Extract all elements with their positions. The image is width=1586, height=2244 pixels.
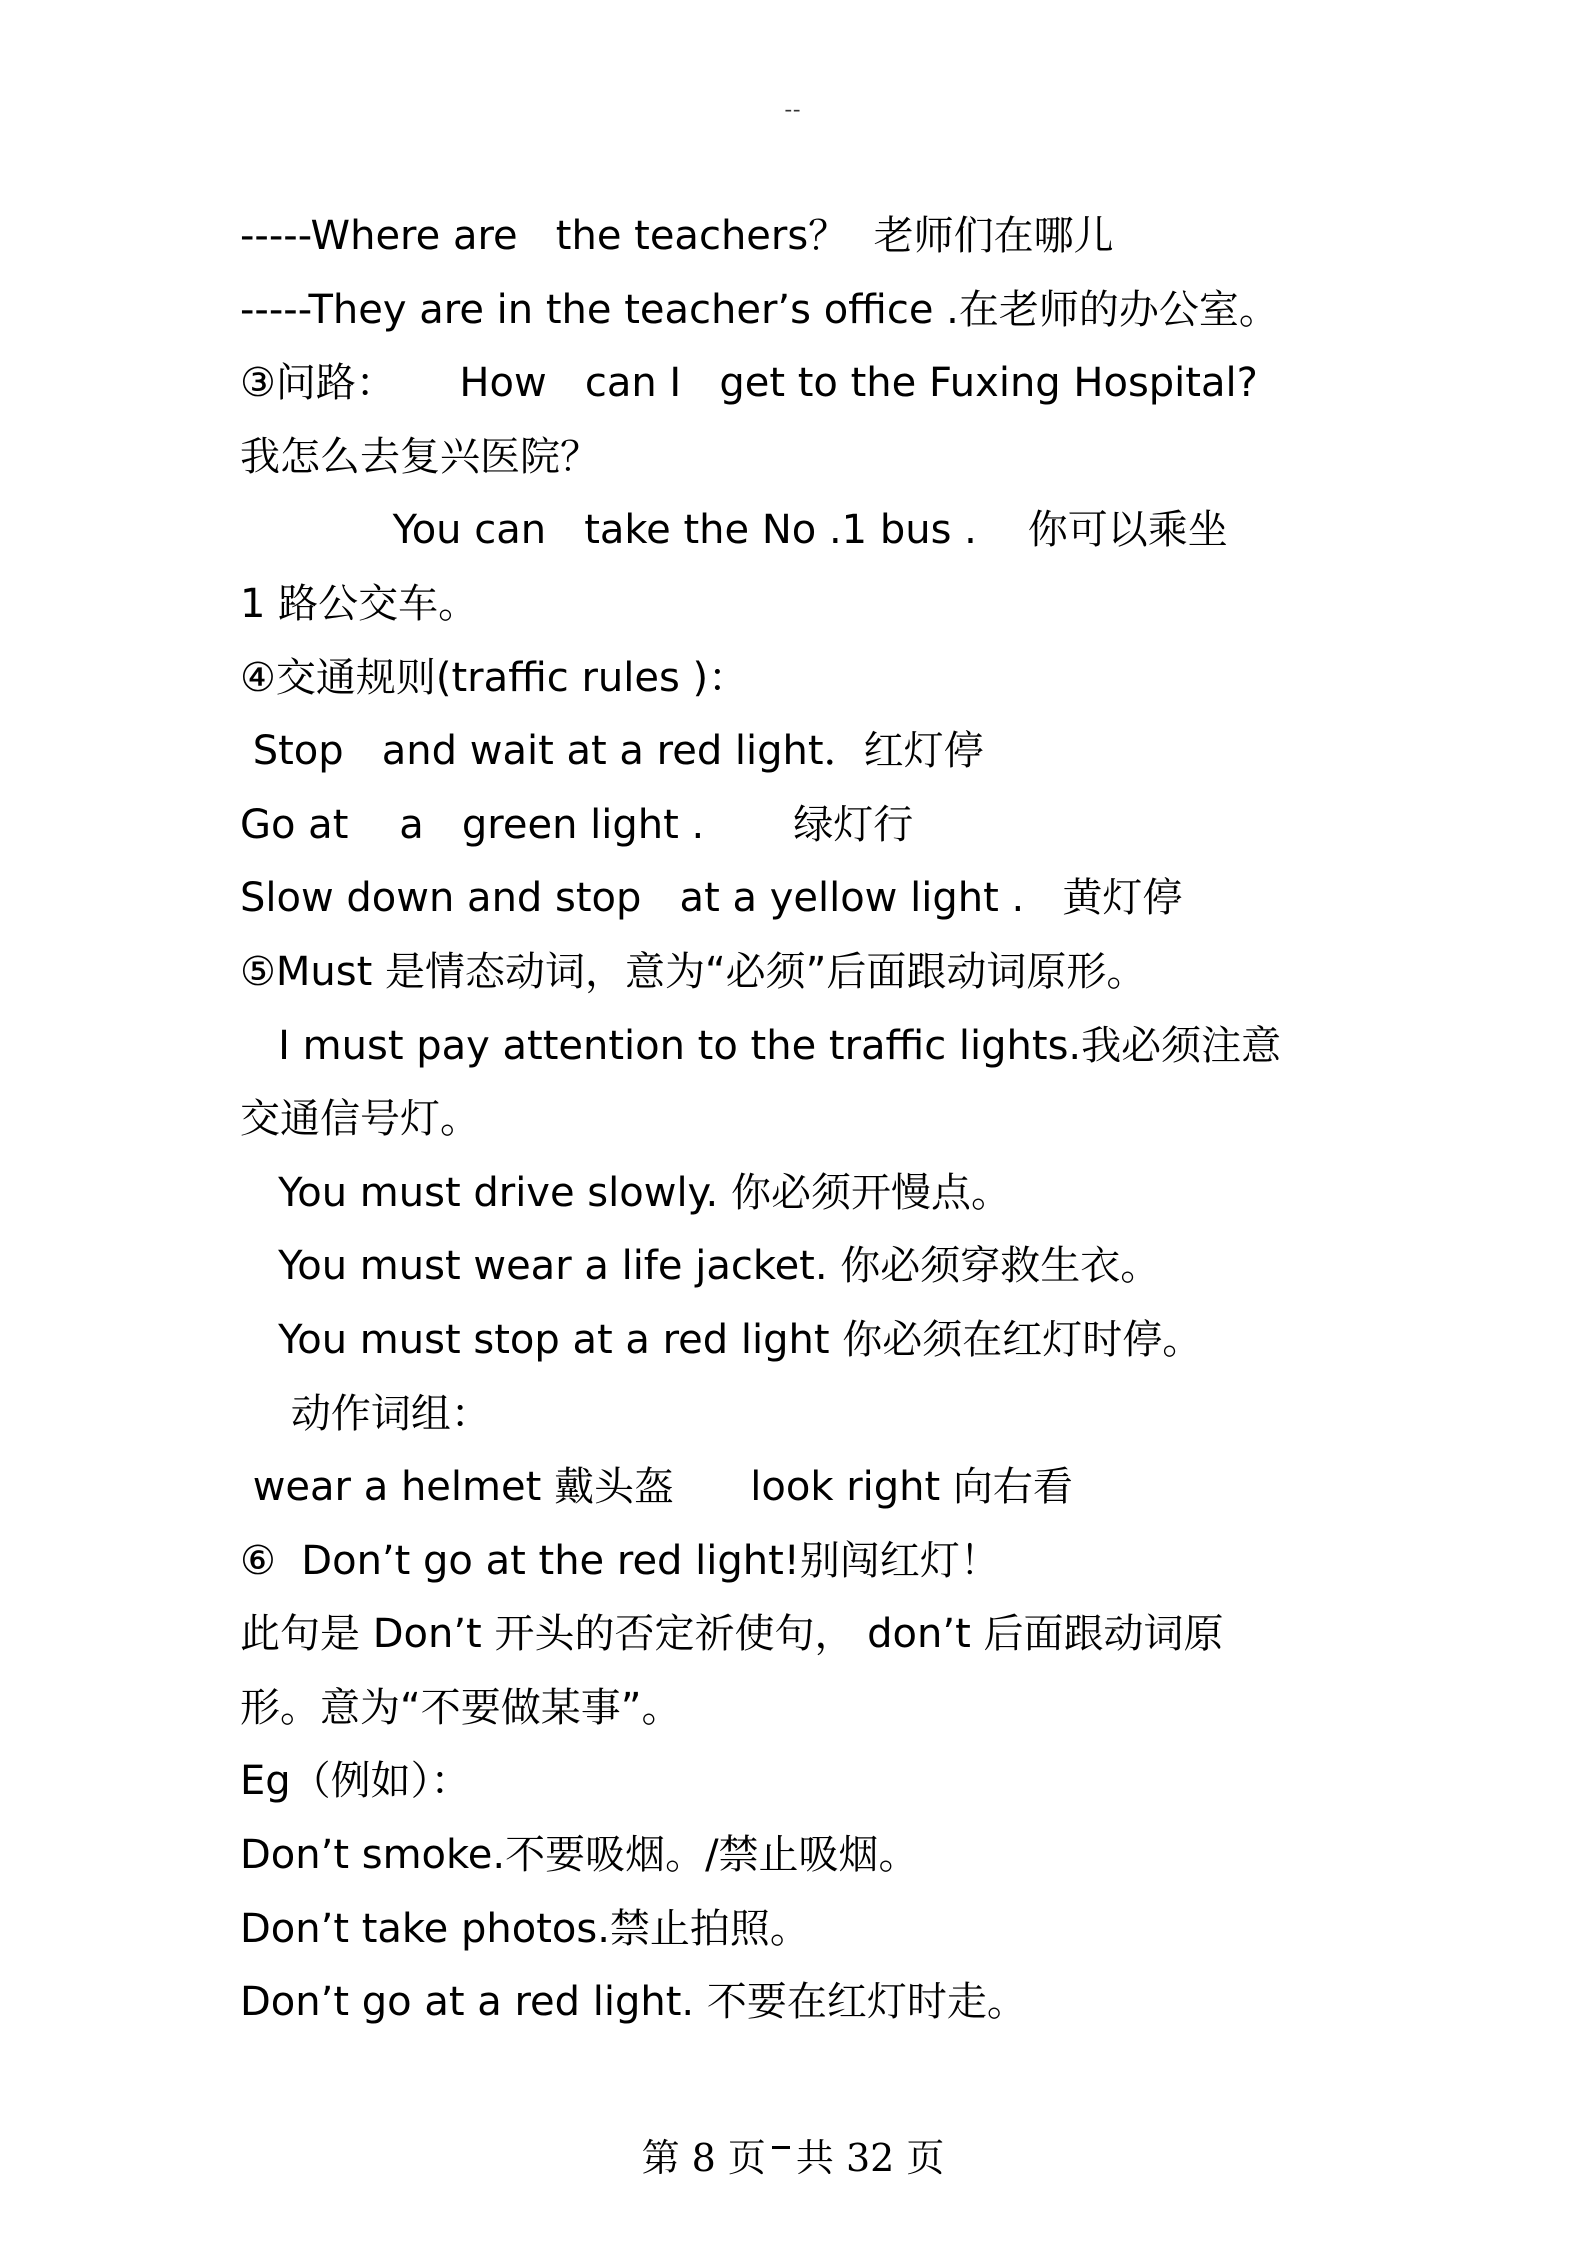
text-line: ⑥ Don’t go at the red light!别闯红灯！ — [240, 1537, 1000, 1584]
text-line: -----Where are the teachers？ 老师们在哪儿 — [240, 213, 1114, 259]
footer-separator — [772, 2146, 790, 2149]
text-line: You must drive slowly. 你必须开慢点。 — [240, 1169, 1011, 1216]
text-line: 我怎么去复兴医院？ — [240, 433, 600, 480]
text-line: 此句是 Don’t 开头的否定祈使句， don’t 后面跟动词原 — [240, 1611, 1224, 1658]
text-line: 形。意为“不要做某事”。 — [240, 1684, 682, 1731]
page-total: 共 32 页 — [795, 2136, 945, 2180]
text-line: You must wear a life jacket. 你必须穿救生衣。 — [240, 1243, 1161, 1290]
text-line: 1 路公交车。 — [240, 580, 479, 627]
text-line: Go at a green light . 绿灯行 — [240, 801, 914, 848]
text-line: Slow down and stop at a yellow light . 黄灯停 — [240, 875, 1183, 922]
text-line: Don’t smoke.不要吸烟。/禁止吸烟。 — [240, 1832, 919, 1879]
text-line: 交通信号灯。 — [240, 1096, 480, 1143]
text-line: You must stop at a red light 你必须在红灯时停。 — [240, 1316, 1203, 1363]
text-line: I must pay attention to the traffic lights.我必须注意 — [240, 1022, 1282, 1069]
page-number: 第 8 页 — [641, 2136, 766, 2180]
text-line: ③问路： How can I get to the Fuxing Hospital? — [240, 360, 1258, 407]
document-body — [240, 200, 1360, 2040]
text-line: Don’t go at a red light. 不要在红灯时走。 — [240, 1979, 1027, 2026]
text-line: ⑤Must 是情态动词，意为“必须”后面跟动词原形。 — [240, 948, 1147, 995]
text-line: wear a helmet 戴头盔 look right 向右看 — [240, 1464, 1073, 1511]
page-footer — [0, 2128, 1586, 2188]
text-line: 动作词组： — [240, 1390, 491, 1437]
text-line: Stop and wait at a red light．红灯停 — [240, 728, 984, 775]
text-line: ④交通规则(traffic rules )： — [240, 654, 749, 701]
text-line: You can take the No .1 bus . 你可以乘坐 — [240, 507, 1228, 554]
text-line: Eg（例如）： — [240, 1758, 471, 1805]
page-header-mark: -- — [784, 96, 802, 121]
text-line: -----They are in the teacher’s office .在老师的办公室。 — [240, 286, 1279, 333]
text-line: Don’t take photos.禁止拍照。 — [240, 1905, 810, 1952]
